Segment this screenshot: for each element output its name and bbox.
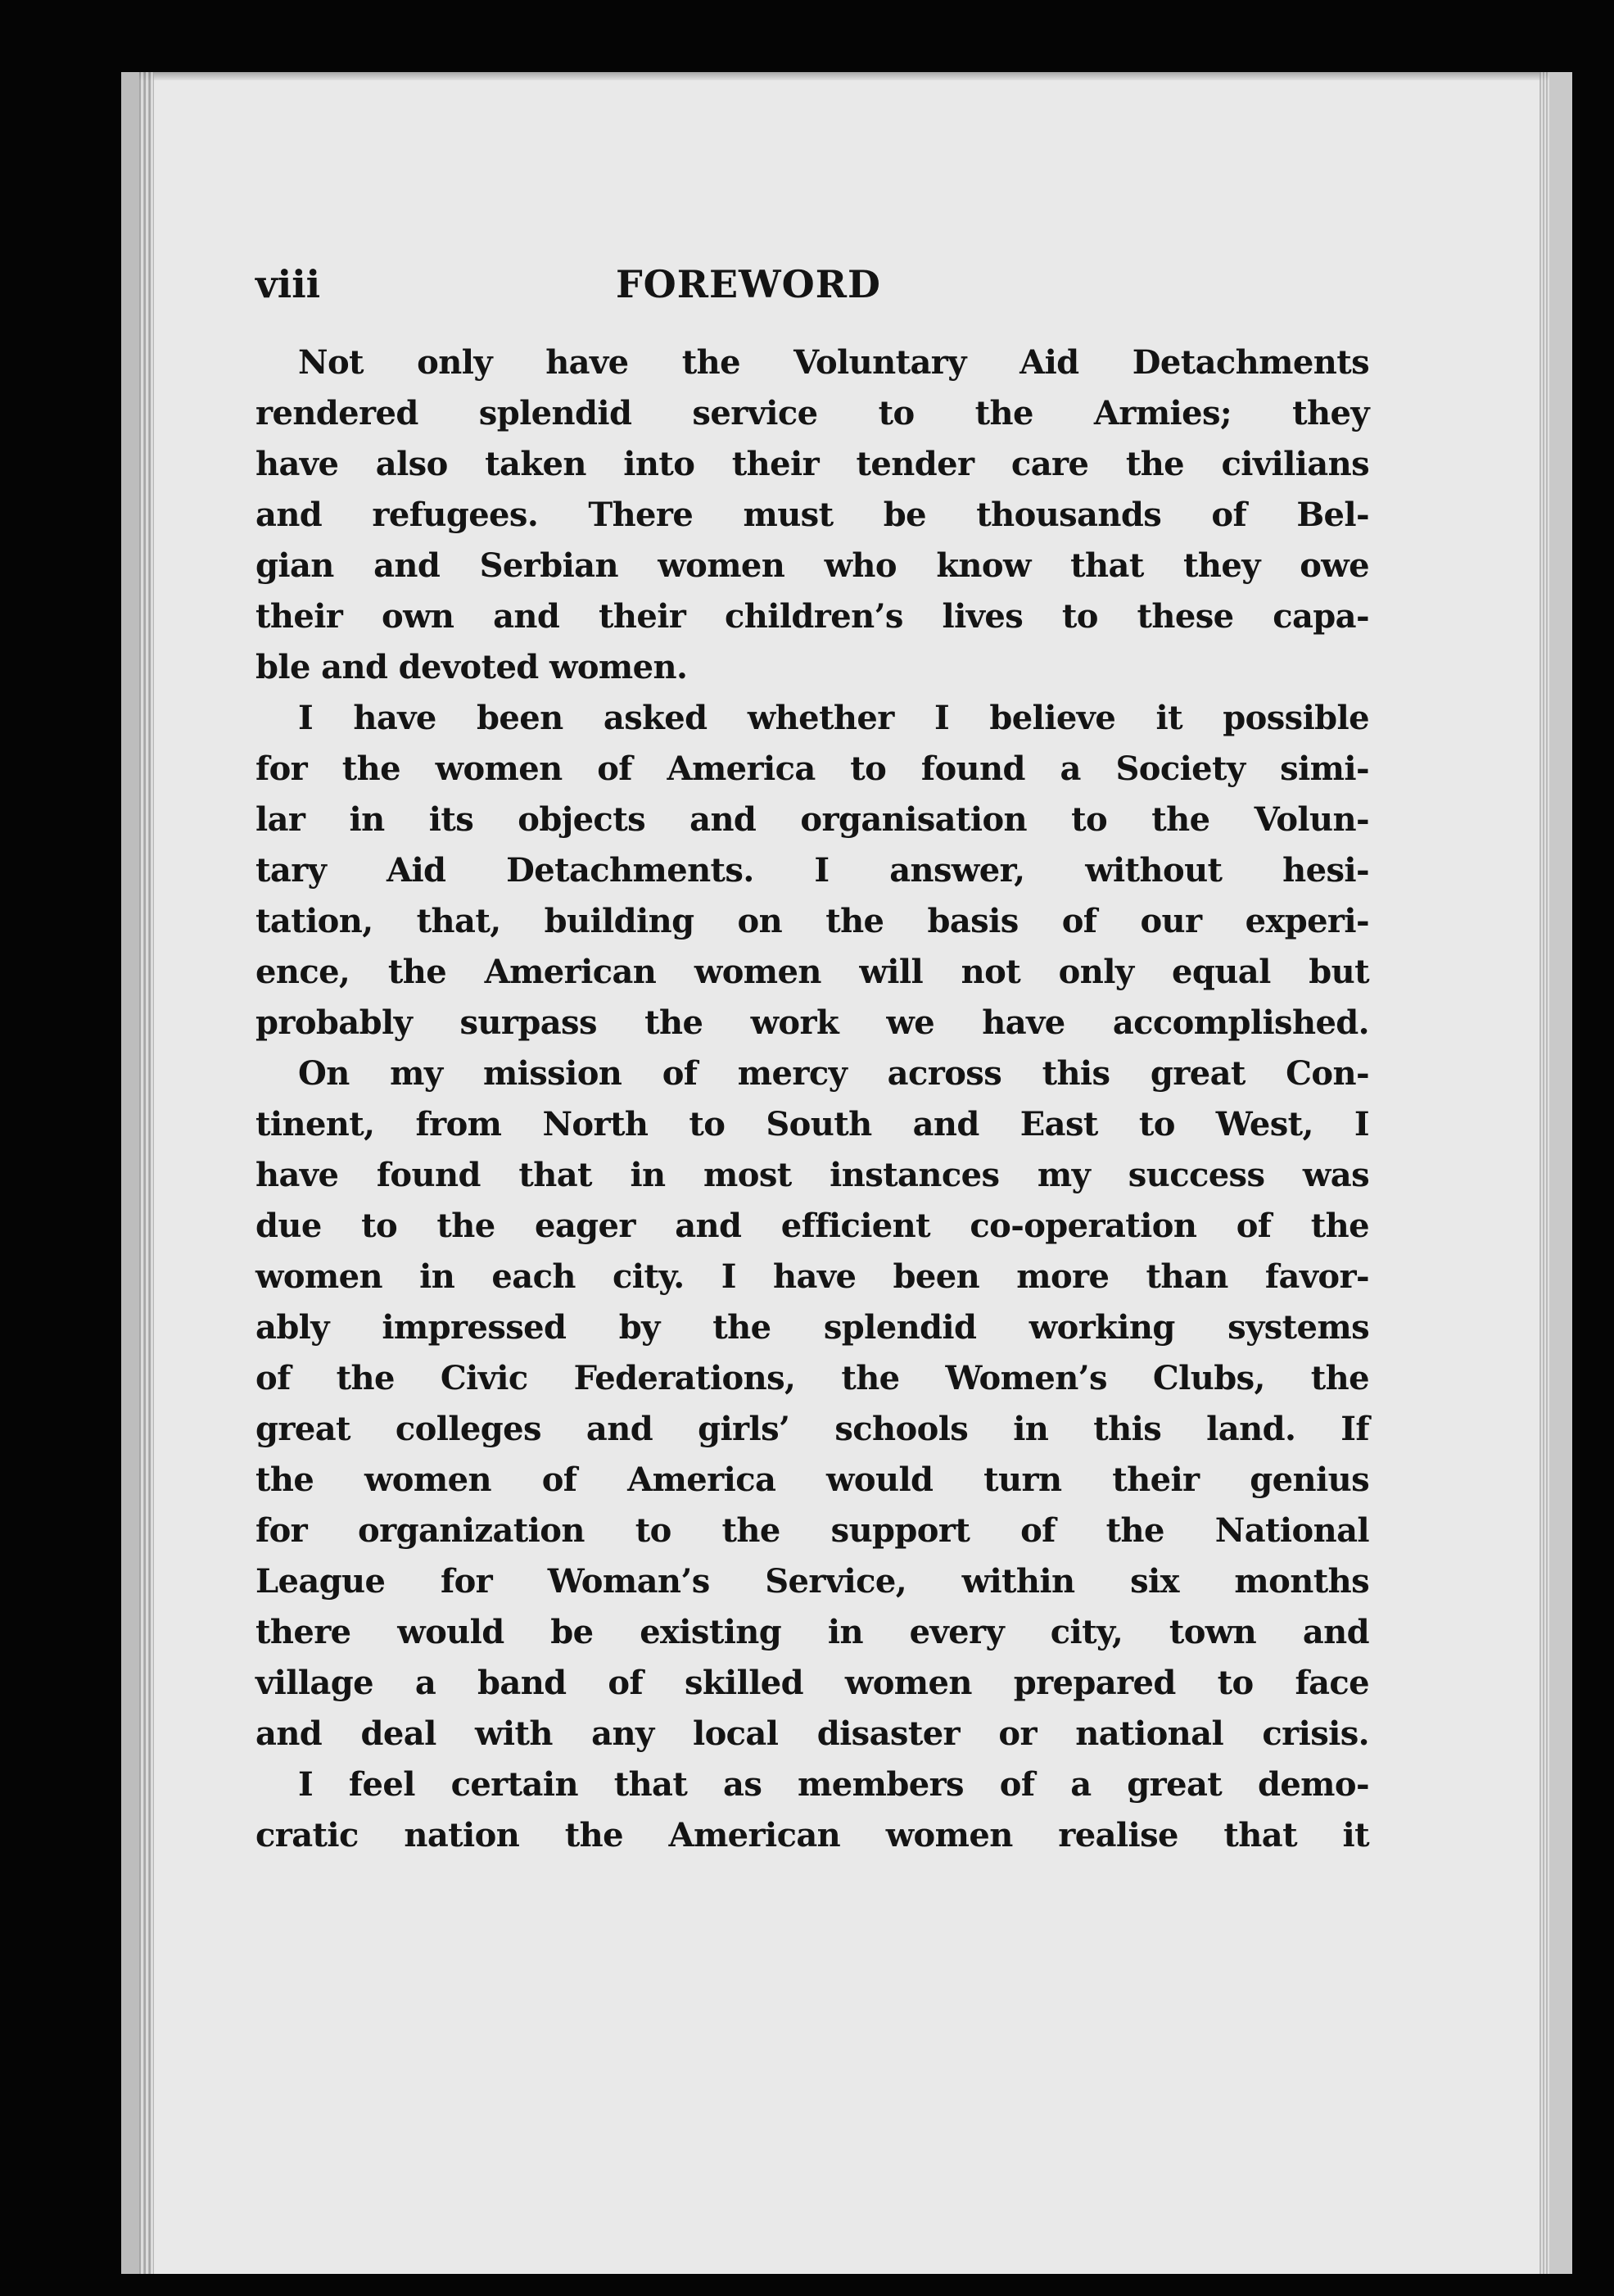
body-text <box>255 337 1369 1861</box>
page-number: viii <box>255 262 321 306</box>
text-line: their own and their children’s lives to these capa- <box>255 597 1369 636</box>
text-line: I feel certain that as members of a great demo- <box>298 1765 1369 1804</box>
text-line: and deal with any local disaster or national crisis. <box>255 1714 1369 1753</box>
text-line: village a band of skilled women prepared to face <box>255 1664 1369 1702</box>
text-line: tary Aid Detachments. I answer, without hesi- <box>255 851 1369 890</box>
text-line: gian and Serbian women who know that they owe <box>255 546 1369 585</box>
text-line: On my mission of mercy across this great Con- <box>298 1054 1369 1093</box>
running-header <box>255 262 1369 311</box>
page-top-edge <box>139 72 1549 80</box>
text-line: Not only have the Voluntary Aid Detachments <box>298 343 1369 382</box>
text-line: of the Civic Federations, the Women’s Clubs, the <box>255 1359 1369 1397</box>
text-line: have also taken into their tender care the civilians <box>255 445 1369 483</box>
page-gutter-edge <box>139 72 154 2274</box>
text-line: due to the eager and efficient co-operation of the <box>255 1207 1369 1245</box>
text-line: tation, that, building on the basis of our experi- <box>255 902 1369 940</box>
text-line: for organization to the support of the National <box>255 1511 1369 1550</box>
text-line: ble and devoted women. <box>255 648 688 686</box>
text-line: League for Woman’s Service, within six months <box>255 1562 1369 1601</box>
text-line: lar in its objects and organisation to the Volun- <box>255 800 1369 839</box>
text-line: the women of America would turn their genius <box>255 1460 1369 1499</box>
text-line: great colleges and girls’ schools in this land. If <box>255 1410 1369 1448</box>
running-title: FOREWORD <box>616 262 881 306</box>
text-line: I have been asked whether I believe it possible <box>298 699 1369 737</box>
text-line: probably surpass the work we have accomplished. <box>255 1003 1369 1042</box>
text-line: tinent, from North to South and East to West, I <box>255 1105 1369 1143</box>
text-line: there would be existing in every city, town and <box>255 1613 1369 1651</box>
text-line: cratic nation the American women realise that it <box>255 1816 1369 1854</box>
page-outer-edge <box>1539 72 1549 2274</box>
text-line: ence, the American women will not only equal but <box>255 953 1369 991</box>
text-line: for the women of America to found a Society simi- <box>255 749 1369 788</box>
text-line: and refugees. There must be thousands of Bel- <box>255 496 1369 534</box>
text-line: have found that in most instances my success was <box>255 1156 1369 1194</box>
text-line: women in each city. I have been more than favor- <box>255 1257 1369 1296</box>
text-line: ably impressed by the splendid working systems <box>255 1308 1369 1347</box>
text-line: rendered splendid service to the Armies; they <box>255 394 1369 432</box>
